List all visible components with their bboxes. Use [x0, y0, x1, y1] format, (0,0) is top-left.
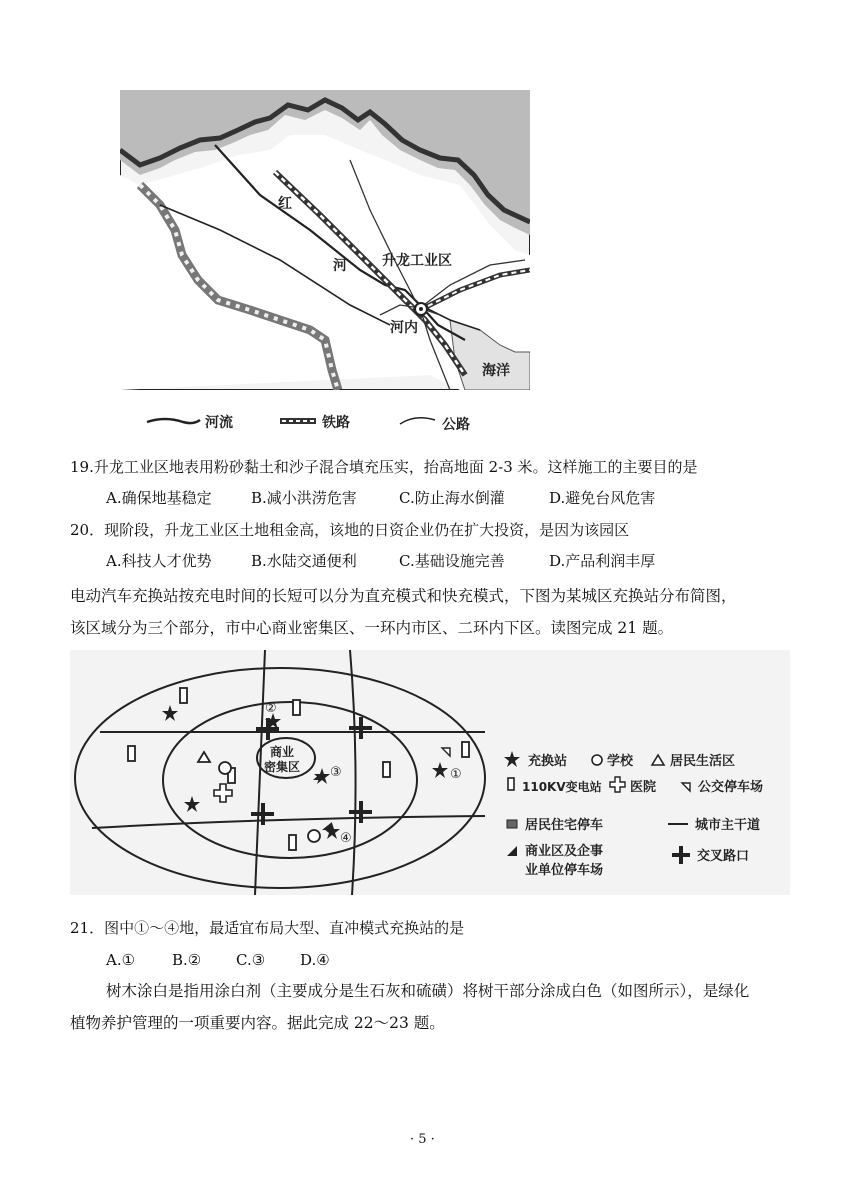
- label-hanoi: 河内: [390, 320, 418, 336]
- map-city-figure: [70, 650, 790, 895]
- q19-option-c[interactable]: C.防止海水倒灌: [399, 489, 505, 507]
- q20-option-d[interactable]: D.产品利润丰厚: [549, 552, 656, 570]
- legend-river-symbol: [147, 419, 200, 423]
- q19-options: [106, 488, 655, 508]
- map-hanoi-legend: [145, 408, 505, 436]
- intro21-line2: 该区域分为三个部分，市中心商业密集区、一环内市区、二环内下区。读图完成 21 题。: [70, 619, 674, 637]
- legend-commercial-park-1: 商业区及企事: [525, 844, 604, 859]
- q21-option-a[interactable]: A.①: [106, 951, 136, 969]
- label-red: 红: [278, 196, 292, 212]
- school: [219, 762, 231, 774]
- legend-residential: 居民生活区: [670, 754, 736, 769]
- marker-3: ③: [330, 765, 342, 780]
- map-hanoi-figure: [120, 90, 530, 390]
- intro22-line1: 树木涂白是指用涂白剂（主要成分是生石灰和硫磺）将树干部分涂成白色（如图所示），是绿化: [106, 982, 750, 1000]
- marker-4: ④: [340, 831, 352, 846]
- marker-1: ①: [450, 767, 462, 782]
- q21-option-b[interactable]: B.②: [172, 951, 202, 969]
- label-ocean: 海洋: [482, 363, 510, 379]
- q20-stem: 20．现阶段，升龙工业区土地租金高，该地的日资企业仍在扩大投资，是因为该园区: [70, 521, 630, 539]
- legend-residential-park: 居民住宅停车: [525, 818, 604, 833]
- legend-intersection: 交叉路口: [697, 849, 750, 864]
- map-hanoi-svg: [120, 90, 530, 390]
- marker-2: ②: [265, 701, 277, 716]
- q19-stem: 19.升龙工业区地表用粉砂黏土和沙子混合填充压实，抬高地面 2-3 米。这样施工的主要目的是: [70, 458, 698, 476]
- legend-bus-park: 公交停车场: [698, 780, 764, 795]
- q21-stem: 21．图中①～④地，最适宜布局大型、直冲模式充换站的是: [70, 919, 465, 937]
- q21-options: [106, 950, 330, 970]
- legend-substation: 110KV变电站: [522, 780, 602, 794]
- legend-hospital: 医院: [630, 780, 657, 795]
- intro22-line2: 植物养护管理的一项重要内容。据此完成 22～23 题。: [70, 1014, 445, 1032]
- q21-option-d[interactable]: D.④: [300, 951, 330, 969]
- q19-option-a[interactable]: A.确保地基稳定: [106, 489, 212, 507]
- q20-option-a[interactable]: A.科技人才优势: [106, 552, 212, 570]
- q19-option-b[interactable]: B.减小洪涝危害: [251, 489, 357, 507]
- legend-road-label: 公路: [442, 417, 470, 433]
- legend-station: 充换站: [528, 754, 568, 769]
- legend-river-label: 河流: [205, 415, 233, 431]
- label-river: 河: [333, 258, 347, 274]
- cbd-label-2: 密集区: [264, 760, 301, 774]
- label-industrial-zone: 升龙工业区: [382, 253, 452, 269]
- q21-option-c[interactable]: C.③: [236, 951, 266, 969]
- legend-commercial-park-2: 业单位停车场: [525, 863, 604, 878]
- legend-road-symbol: [400, 418, 435, 424]
- legend-svg: [145, 408, 505, 436]
- legend-school: 学校: [607, 754, 634, 769]
- intro21-line1: 电动汽车充换站按充电时间的长短可以分为直充模式和快充模式，下图为某城区充换站分布简图，: [70, 587, 737, 605]
- legend-railway-label: 铁路: [322, 415, 350, 431]
- q20-options: [106, 551, 655, 571]
- q20-option-c[interactable]: C.基础设施完善: [399, 552, 505, 570]
- map-city-svg: [70, 650, 790, 895]
- page-number: · 5 ·: [410, 1132, 435, 1147]
- legend-arterial: 城市主干道: [695, 818, 761, 833]
- school-2: [308, 830, 320, 842]
- q19-option-d[interactable]: D.避免台风危害: [549, 489, 656, 507]
- cbd-label-1: 商业: [270, 745, 295, 759]
- q20-option-b[interactable]: B.水陆交通便利: [251, 552, 357, 570]
